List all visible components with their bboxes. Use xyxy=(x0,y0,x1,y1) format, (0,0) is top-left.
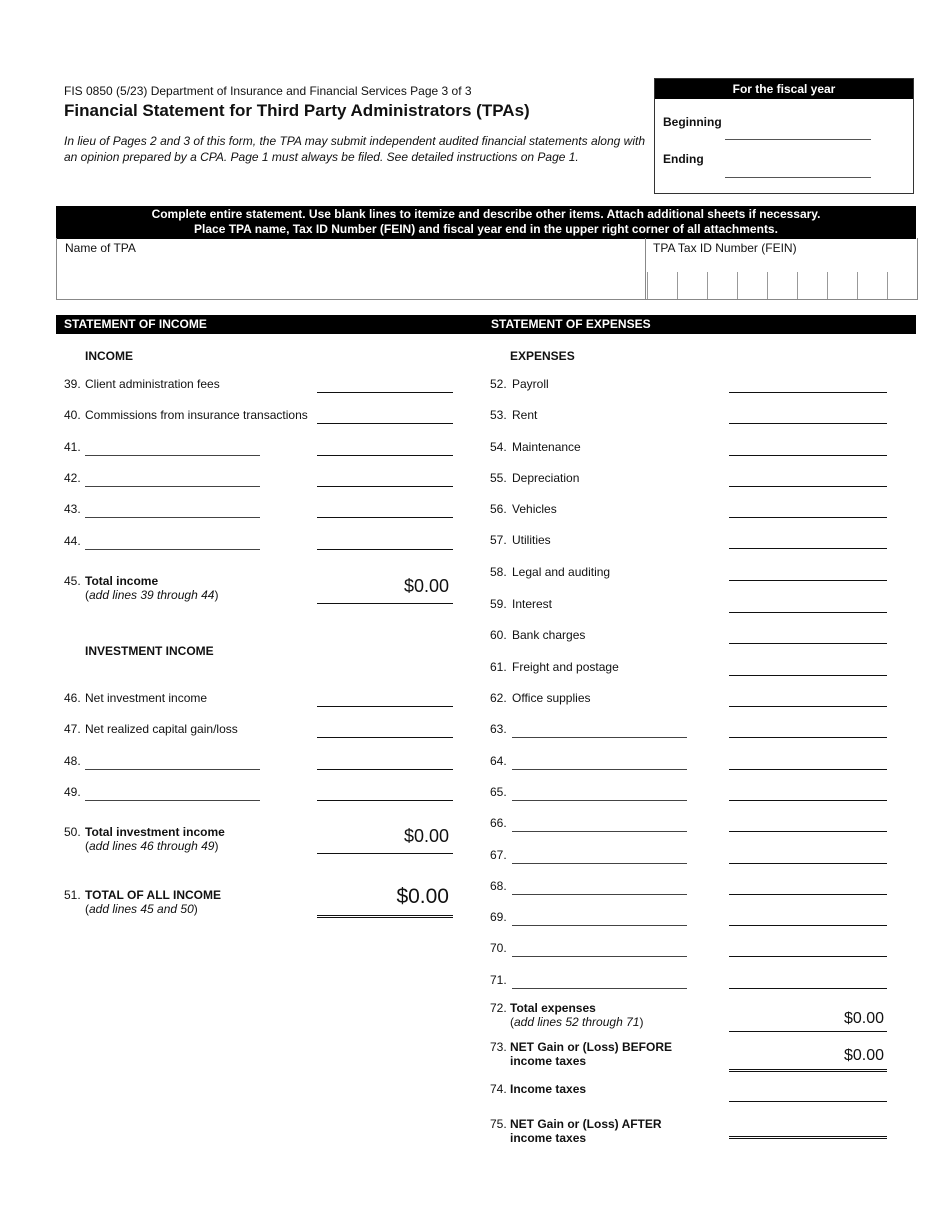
tpa-id-row xyxy=(56,238,918,300)
net-after-number: 75. xyxy=(490,1117,507,1131)
line-description-field[interactable] xyxy=(512,769,687,770)
fein-digit[interactable] xyxy=(887,272,917,299)
ending-label: Ending xyxy=(663,152,704,166)
line-amount-field[interactable] xyxy=(317,503,449,517)
line-label: Vehicles xyxy=(512,502,557,516)
net-before-label-2: income taxes xyxy=(510,1054,587,1068)
line-amount-field[interactable] xyxy=(317,786,449,800)
line-number: 70. xyxy=(490,941,507,955)
total-investment-number: 50. xyxy=(64,825,81,839)
grand-total-line xyxy=(317,915,453,918)
line-number: 39. xyxy=(64,377,81,391)
line-amount-field[interactable] xyxy=(729,974,883,988)
line-label: Maintenance xyxy=(512,440,581,454)
fiscal-year-box xyxy=(654,78,914,194)
line-amount-underline xyxy=(729,643,887,644)
line-amount-underline xyxy=(317,517,453,518)
total-investment-note: (add lines 46 through 49) xyxy=(85,839,219,853)
net-after-line xyxy=(729,1136,887,1139)
line-amount-field[interactable] xyxy=(729,378,883,392)
line-number: 65. xyxy=(490,785,507,799)
beginning-date-field[interactable] xyxy=(725,123,871,140)
line-number: 68. xyxy=(490,879,507,893)
line-amount-field[interactable] xyxy=(729,566,883,580)
total-income-label: Total income xyxy=(85,574,159,588)
fein-digit[interactable] xyxy=(767,272,797,299)
line-description-field[interactable] xyxy=(512,894,687,895)
expenses-subheading: EXPENSES xyxy=(510,349,575,363)
fein-digit[interactable] xyxy=(797,272,827,299)
line-amount-field[interactable] xyxy=(317,472,449,486)
total-investment-line xyxy=(317,853,453,854)
line-label: Legal and auditing xyxy=(512,565,611,579)
line-amount-underline xyxy=(317,769,453,770)
line-amount-underline xyxy=(729,769,887,770)
line-amount-field[interactable] xyxy=(729,534,883,548)
net-after-label: NET Gain or (Loss) AFTER xyxy=(510,1117,662,1131)
line-amount-field[interactable] xyxy=(729,472,883,486)
section-bar xyxy=(56,315,916,334)
line-amount-field[interactable] xyxy=(729,911,883,925)
line-number: 69. xyxy=(490,910,507,924)
net-before-number: 73. xyxy=(490,1040,507,1054)
line-number: 41. xyxy=(64,440,81,454)
line-amount-underline xyxy=(317,423,453,424)
line-amount-field[interactable] xyxy=(729,942,883,956)
instructions-line-1: In lieu of Pages 2 and 3 of this form, the TPA may submit independent audited financial statements along with xyxy=(64,134,646,148)
tpa-name-field[interactable] xyxy=(65,260,635,294)
line-amount-underline xyxy=(729,800,887,801)
line-amount-field[interactable] xyxy=(317,378,449,392)
total-income-line xyxy=(317,603,453,604)
grand-total-label: TOTAL OF ALL INCOME xyxy=(85,888,221,902)
line-amount-underline xyxy=(317,800,453,801)
line-amount-underline xyxy=(729,737,887,738)
line-description-field[interactable] xyxy=(85,549,260,550)
line-label: Net investment income xyxy=(85,691,208,705)
line-number: 49. xyxy=(64,785,81,799)
total-investment-label: Total investment income xyxy=(85,825,225,839)
total-income-number: 45. xyxy=(64,574,81,588)
line-amount-underline xyxy=(729,392,887,393)
line-number: 71. xyxy=(490,973,507,987)
line-amount-underline xyxy=(729,455,887,456)
line-amount-field[interactable] xyxy=(729,629,883,643)
income-taxes-line xyxy=(729,1101,887,1102)
line-label: Utilities xyxy=(512,533,551,547)
total-income-note: (add lines 39 through 44) xyxy=(85,588,219,602)
ending-date-field[interactable] xyxy=(725,161,871,178)
line-amount-underline xyxy=(729,423,887,424)
line-number: 54. xyxy=(490,440,507,454)
line-number: 61. xyxy=(490,660,507,674)
net-before-value: $0.00 xyxy=(843,1047,884,1064)
line-number: 66. xyxy=(490,816,507,830)
line-amount-underline xyxy=(317,392,453,393)
line-number: 43. xyxy=(64,502,81,516)
line-number: 58. xyxy=(490,565,507,579)
line-label: Client administration fees xyxy=(85,377,220,391)
line-number: 47. xyxy=(64,722,81,736)
line-number: 63. xyxy=(490,722,507,736)
net-before-label: NET Gain or (Loss) BEFORE xyxy=(510,1040,673,1054)
line-description-field[interactable] xyxy=(85,517,260,518)
line-amount-underline xyxy=(317,549,453,550)
income-taxes-number: 74. xyxy=(490,1082,507,1096)
instructions-line-2: an opinion prepared by a CPA. Page 1 must always be filed. See detailed instructions on Page 1. xyxy=(64,150,579,164)
fein-digit[interactable] xyxy=(707,272,737,299)
line-amount-underline xyxy=(729,486,887,487)
line-number: 57. xyxy=(490,533,507,547)
line-amount-underline xyxy=(729,612,887,613)
income-subheading: INCOME xyxy=(85,349,133,363)
fein-digit[interactable] xyxy=(677,272,707,299)
income-section-title: STATEMENT OF INCOME xyxy=(64,317,207,331)
line-label: Rent xyxy=(512,408,538,422)
line-amount-field[interactable] xyxy=(317,441,449,455)
line-description-field[interactable] xyxy=(85,486,260,487)
fein-digit[interactable] xyxy=(647,272,677,299)
line-amount-field[interactable] xyxy=(317,535,449,549)
banner-line-2: Place TPA name, Tax ID Number (FEIN) and fiscal year end in the upper right corner of all attachments. xyxy=(194,222,778,236)
line-number: 67. xyxy=(490,848,507,862)
line-number: 42. xyxy=(64,471,81,485)
total-expenses-number: 72. xyxy=(490,1001,507,1015)
fein-digit-boxes xyxy=(647,272,917,299)
line-number: 40. xyxy=(64,408,81,422)
total-investment-value: $0.00 xyxy=(403,826,449,846)
line-amount-field[interactable] xyxy=(729,849,883,863)
line-amount-underline xyxy=(729,706,887,707)
fein-digit[interactable] xyxy=(737,272,767,299)
line-description-field[interactable] xyxy=(512,988,687,989)
line-amount-field[interactable] xyxy=(729,661,883,675)
total-expenses-label: Total expenses xyxy=(510,1001,596,1015)
line-number: 48. xyxy=(64,754,81,768)
investment-subheading: INVESTMENT INCOME xyxy=(85,644,214,658)
line-label: Bank charges xyxy=(512,628,586,642)
expenses-section-title: STATEMENT OF EXPENSES xyxy=(491,317,651,331)
form-info: FIS 0850 (5/23) Department of Insurance and Financial Services Page 3 of 3 xyxy=(64,84,472,98)
line-amount-underline xyxy=(729,956,887,957)
line-description-field[interactable] xyxy=(85,455,260,456)
line-number: 62. xyxy=(490,691,507,705)
line-label: Freight and postage xyxy=(512,660,619,674)
line-number: 60. xyxy=(490,628,507,642)
line-amount-underline xyxy=(317,455,453,456)
line-label: Office supplies xyxy=(512,691,591,705)
beginning-label: Beginning xyxy=(663,115,722,129)
grand-total-value: $0.00 xyxy=(396,885,449,908)
line-amount-underline xyxy=(729,675,887,676)
line-amount-field[interactable] xyxy=(317,692,449,706)
line-number: 52. xyxy=(490,377,507,391)
total-expenses-value: $0.00 xyxy=(843,1010,884,1027)
line-description-field[interactable] xyxy=(512,800,687,801)
line-label: Interest xyxy=(512,597,553,611)
line-label: Depreciation xyxy=(512,471,580,485)
line-number: 44. xyxy=(64,534,81,548)
line-amount-underline xyxy=(317,486,453,487)
line-number: 53. xyxy=(490,408,507,422)
tpa-name-label: Name of TPA xyxy=(65,241,136,255)
line-description-field[interactable] xyxy=(85,800,260,801)
line-amount-underline xyxy=(729,517,887,518)
line-number: 56. xyxy=(490,502,507,516)
line-label: Net realized capital gain/loss xyxy=(85,722,238,736)
fein-digit[interactable] xyxy=(827,272,857,299)
line-amount-field[interactable] xyxy=(729,409,883,423)
line-number: 64. xyxy=(490,754,507,768)
total-income-value: $0.00 xyxy=(403,576,449,596)
line-amount-field[interactable] xyxy=(317,723,449,737)
fiscal-year-heading: For the fiscal year xyxy=(655,79,913,99)
form-title: Financial Statement for Third Party Administrators (TPAs) xyxy=(64,101,530,120)
line-description-field[interactable] xyxy=(512,863,687,864)
line-description-field[interactable] xyxy=(512,831,687,832)
line-amount-underline xyxy=(729,894,887,895)
line-amount-field[interactable] xyxy=(729,441,883,455)
line-number: 55. xyxy=(490,471,507,485)
fein-label: TPA Tax ID Number (FEIN) xyxy=(653,241,797,255)
line-amount-field[interactable] xyxy=(729,723,883,737)
line-amount-field[interactable] xyxy=(729,880,883,894)
line-amount-underline xyxy=(317,706,453,707)
line-label: Commissions from insurance transactions xyxy=(85,408,308,422)
line-description-field[interactable] xyxy=(85,769,260,770)
line-number: 46. xyxy=(64,691,81,705)
line-amount-field[interactable] xyxy=(729,817,883,831)
line-amount-underline xyxy=(729,831,887,832)
divider xyxy=(645,238,646,299)
net-before-line xyxy=(729,1069,887,1072)
line-amount-underline xyxy=(729,548,887,549)
line-amount-underline xyxy=(729,580,887,581)
fein-digit[interactable] xyxy=(857,272,887,299)
line-amount-underline xyxy=(729,863,887,864)
line-amount-field[interactable] xyxy=(729,598,883,612)
line-amount-field[interactable] xyxy=(317,755,449,769)
line-amount-field[interactable] xyxy=(729,503,883,517)
line-amount-field[interactable] xyxy=(729,786,883,800)
line-description-field[interactable] xyxy=(512,925,687,926)
income-taxes-field[interactable] xyxy=(729,1084,884,1100)
line-description-field[interactable] xyxy=(512,737,687,738)
line-number: 59. xyxy=(490,597,507,611)
total-expenses-line xyxy=(729,1031,887,1032)
line-amount-field[interactable] xyxy=(729,755,883,769)
grand-total-number: 51. xyxy=(64,888,81,902)
net-after-label-2: income taxes xyxy=(510,1131,587,1145)
line-label: Payroll xyxy=(512,377,549,391)
line-amount-underline xyxy=(317,737,453,738)
net-after-field[interactable] xyxy=(729,1121,884,1137)
line-amount-underline xyxy=(729,988,887,989)
grand-total-note: (add lines 45 and 50) xyxy=(85,902,198,916)
income-taxes-label: Income taxes xyxy=(510,1082,587,1096)
instruction-banner xyxy=(56,206,916,239)
banner-line-1: Complete entire statement. Use blank lines to itemize and describe other items. Attach additional sheets if necessary. xyxy=(151,207,821,221)
line-amount-field[interactable] xyxy=(729,692,883,706)
line-amount-underline xyxy=(729,925,887,926)
line-amount-field[interactable] xyxy=(317,409,449,423)
line-description-field[interactable] xyxy=(512,956,687,957)
total-expenses-note: (add lines 52 through 71) xyxy=(510,1015,644,1029)
